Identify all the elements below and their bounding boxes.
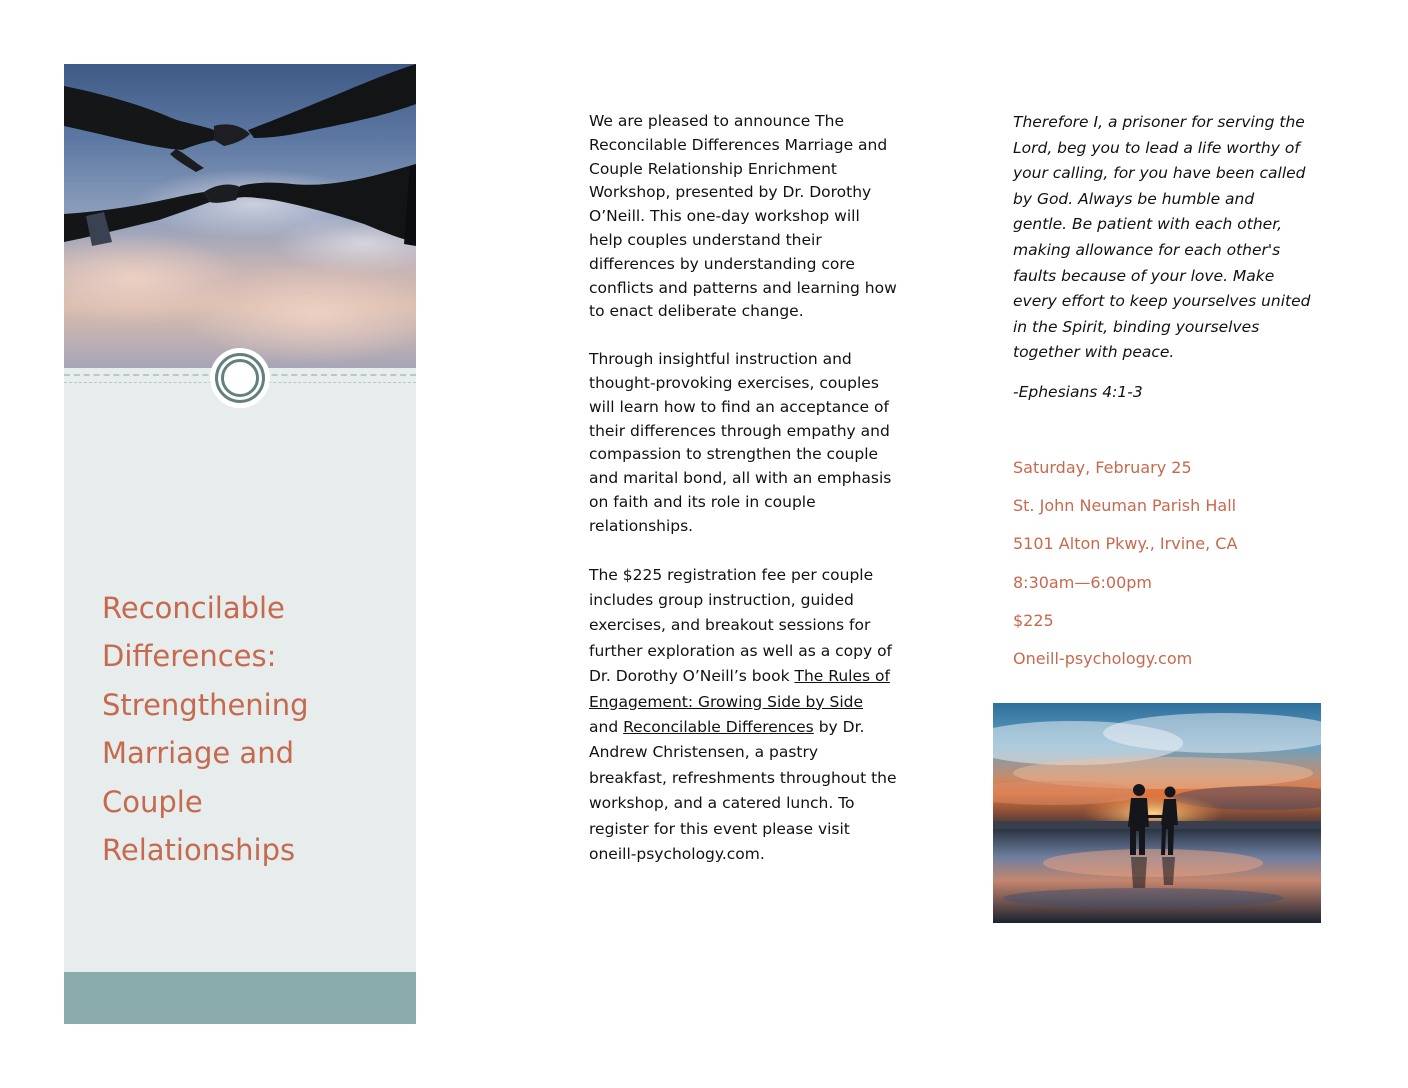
event-venue: St. John Neuman Parish Hall [1013, 496, 1237, 516]
registration-text-1: The $225 registration fee per couple includes group instruction, guided exercises, and breakout sessions for further exploration as well as a copy of Dr. Dorothy O’Neill’s book [589, 565, 893, 686]
registration-paragraph [589, 563, 897, 868]
event-date: Saturday, February 25 [1013, 458, 1192, 477]
instruction-paragraph: Through insightful instruction and thought-provoking exercises, couples will learn how to find an acceptance of their differences through empathy and compassion to strengthen the couple and marital bond, all with an emphasis on faith and its role in couple relationships. [589, 350, 892, 535]
cover-panel [64, 64, 416, 1024]
brochure-title: Reconcilable Differences: Strengthening Marriage and Couple Relationships [102, 591, 309, 868]
event-time: 8:30am—6:00pm [1013, 572, 1152, 592]
hands-photo [64, 64, 416, 368]
event-price: $225 [1013, 610, 1054, 630]
book-title-reconcilable-differences: Reconcilable Differences [623, 717, 814, 736]
announcement-column [589, 110, 897, 867]
event-details-list [1013, 456, 1237, 685]
scripture-reference: -Ephesians 4:1-3 [1013, 382, 1143, 401]
beach-sunset-photo [993, 703, 1321, 923]
event-address: 5101 Alton Pkwy., Irvine, CA [1013, 534, 1238, 554]
event-info-column [1013, 110, 1313, 668]
event-website: Oneill-psychology.com [1013, 648, 1193, 668]
announcement-paragraph: We are pleased to announce The Reconcilable Differences Marriage and Couple Relationship Enrichment Workshop, presented by Dr. Dorothy O’Neill. This one-day workshop will help couples understand their differences by understanding core conflicts and patterns and learning how to enact deliberate change. [589, 112, 897, 321]
ring-ornament-inner [221, 359, 259, 397]
registration-text-2: and [589, 717, 624, 736]
scripture-quote: Therefore I, a prisoner for serving the Lord, beg you to lead a life worthy of your calling, for you have been called by God. Always be humble and gentle. Be patient with each other, making allowance for each other's faults because of your love. Make every effort to keep yourselves united in the Spirit, binding yourselves together with peace. [1013, 113, 1311, 362]
book-title-rules-of-engagement: The Rules of Engagement: Growing Side by Side [589, 667, 890, 711]
registration-text-3: by Dr. Andrew Christensen, a pastry breakfast, refreshments throughout the workshop, and a catered lunch. To register for this event please visit oneill-psychology.com. [589, 717, 897, 864]
bottom-color-band [64, 972, 416, 1024]
